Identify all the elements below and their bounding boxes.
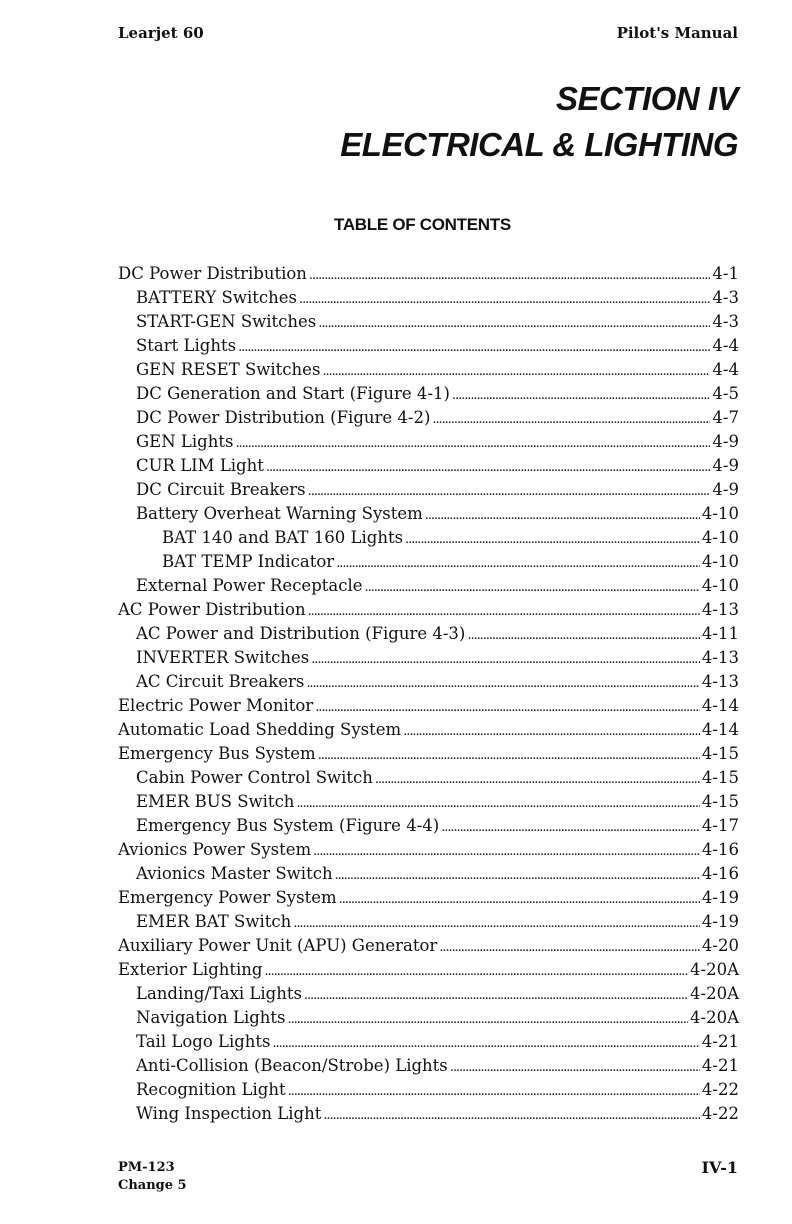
- toc-entry: [118, 1078, 739, 1102]
- toc-entry-title: INVERTER Switches: [136, 648, 310, 667]
- toc-dot-leader: [265, 958, 689, 984]
- toc-entry-page: 4-14: [701, 696, 739, 715]
- toc-entry-page: 4-7: [712, 408, 739, 427]
- toc-entry-title: DC Generation and Start (Figure 4-1): [136, 384, 450, 403]
- toc-dot-leader: [235, 430, 710, 456]
- toc-entry-title: AC Power and Distribution (Figure 4-3): [136, 624, 466, 643]
- toc-dot-leader: [439, 934, 700, 960]
- toc-entry-title: Avionics Master Switch: [136, 864, 333, 883]
- toc-entry: [118, 958, 739, 982]
- toc-entry-title: EMER BUS Switch: [136, 792, 295, 811]
- toc-dot-leader: [296, 790, 699, 816]
- footer-document-number: PM-123: [118, 1160, 175, 1175]
- toc-dot-leader: [335, 862, 700, 888]
- toc-entry-page: 4-9: [712, 432, 739, 451]
- toc-entry-title: CUR LIM Light: [136, 456, 264, 475]
- toc-dot-leader: [322, 358, 710, 384]
- toc-dot-leader: [238, 334, 710, 360]
- toc-entry-title: START-GEN Switches: [136, 312, 317, 331]
- toc-entry-page: 4-20: [701, 936, 739, 955]
- toc-dot-leader: [313, 838, 700, 864]
- toc-entry: [118, 790, 739, 814]
- toc-entry: [118, 358, 739, 382]
- table-of-contents: [118, 262, 739, 1126]
- toc-entry-page: 4-20A: [690, 984, 739, 1003]
- toc-dot-leader: [375, 766, 700, 792]
- toc-entry: [118, 646, 739, 670]
- toc-entry: [118, 310, 739, 334]
- toc-entry: [118, 334, 739, 358]
- toc-entry-page: 4-10: [701, 504, 739, 523]
- toc-entry-title: Emergency Bus System (Figure 4-4): [136, 816, 440, 835]
- toc-entry-page: 4-19: [701, 888, 739, 907]
- toc-dot-leader: [306, 670, 700, 696]
- toc-entry-page: 4-15: [701, 792, 739, 811]
- toc-entry-page: 4-10: [701, 552, 739, 571]
- toc-entry-page: 4-22: [701, 1080, 739, 1099]
- toc-entry: [118, 886, 739, 910]
- toc-dot-leader: [323, 1102, 700, 1128]
- toc-entry: [118, 574, 739, 598]
- toc-entry: [118, 526, 739, 550]
- toc-entry-title: Recognition Light: [136, 1080, 286, 1099]
- toc-entry-title: External Power Receptacle: [136, 576, 363, 595]
- section-name-title: ELECTRICAL & LIGHTING: [340, 126, 738, 163]
- toc-dot-leader: [432, 406, 710, 432]
- toc-dot-leader: [288, 1078, 700, 1104]
- toc-dot-leader: [441, 814, 700, 840]
- toc-entry-title: BAT TEMP Indicator: [162, 552, 335, 571]
- toc-entry: [118, 454, 739, 478]
- toc-entry-page: 4-13: [701, 648, 739, 667]
- toc-entry: [118, 982, 739, 1006]
- toc-entry: [118, 382, 739, 406]
- toc-entry-page: 4-15: [701, 768, 739, 787]
- toc-entry-title: Auxiliary Power Unit (APU) Generator: [118, 936, 438, 955]
- toc-entry-page: 4-16: [701, 840, 739, 859]
- toc-entry-page: 4-10: [701, 576, 739, 595]
- toc-dot-leader: [405, 526, 700, 552]
- toc-entry-page: 4-11: [701, 624, 739, 643]
- toc-entry-title: Wing Inspection Light: [136, 1104, 322, 1123]
- toc-dot-leader: [308, 598, 700, 624]
- toc-entry: [118, 1030, 739, 1054]
- footer-page-number: IV-1: [701, 1158, 738, 1177]
- toc-entry-title: Battery Overheat Warning System: [136, 504, 423, 523]
- toc-entry-title: Tail Logo Lights: [136, 1032, 271, 1051]
- toc-entry: [118, 550, 739, 574]
- toc-entry-page: 4-9: [712, 456, 739, 475]
- toc-entry: [118, 478, 739, 502]
- toc-entry-page: 4-20A: [690, 1008, 739, 1027]
- toc-entry-title: Anti-Collision (Beacon/Strobe) Lights: [136, 1056, 448, 1075]
- toc-entry-title: Avionics Power System: [118, 840, 312, 859]
- toc-entry: [118, 406, 739, 430]
- toc-entry-title: DC Circuit Breakers: [136, 480, 306, 499]
- toc-dot-leader: [315, 694, 700, 720]
- section-number-title: SECTION IV: [555, 80, 738, 117]
- toc-entry-title: EMER BAT Switch: [136, 912, 292, 931]
- toc-entry: [118, 430, 739, 454]
- toc-entry-page: 4-16: [701, 864, 739, 883]
- toc-entry-title: GEN RESET Switches: [136, 360, 321, 379]
- toc-entry-title: BAT 140 and BAT 160 Lights: [162, 528, 404, 547]
- toc-entry: [118, 262, 739, 286]
- toc-entry-page: 4-9: [712, 480, 739, 499]
- toc-entry: [118, 1102, 739, 1126]
- header-aircraft-model: Learjet 60: [118, 24, 204, 42]
- toc-entry-title: GEN Lights: [136, 432, 234, 451]
- toc-dot-leader: [311, 646, 700, 672]
- toc-dot-leader: [299, 286, 710, 312]
- toc-entry-title: Start Lights: [136, 336, 237, 355]
- toc-dot-leader: [318, 310, 710, 336]
- toc-dot-leader: [425, 502, 700, 528]
- toc-entry-title: Emergency Power System: [118, 888, 337, 907]
- toc-entry-title: AC Circuit Breakers: [136, 672, 305, 691]
- toc-dot-leader: [308, 478, 711, 504]
- toc-entry-title: AC Power Distribution: [118, 600, 306, 619]
- toc-entry-page: 4-5: [712, 384, 739, 403]
- toc-entry-page: 4-3: [712, 312, 739, 331]
- toc-entry-page: 4-13: [701, 600, 739, 619]
- toc-entry-page: 4-19: [701, 912, 739, 931]
- toc-dot-leader: [293, 910, 700, 936]
- toc-entry-title: BATTERY Switches: [136, 288, 297, 307]
- toc-entry-page: 4-13: [701, 672, 739, 691]
- toc-heading: TABLE OF CONTENTS: [334, 215, 511, 234]
- toc-entry: [118, 598, 739, 622]
- toc-dot-leader: [304, 982, 688, 1008]
- toc-entry-title: Cabin Power Control Switch: [136, 768, 373, 787]
- toc-entry: [118, 694, 739, 718]
- toc-dot-leader: [318, 742, 700, 768]
- toc-entry-page: 4-17: [701, 816, 739, 835]
- toc-entry-title: Electric Power Monitor: [118, 696, 314, 715]
- toc-entry: [118, 766, 739, 790]
- toc-entry: [118, 934, 739, 958]
- toc-entry-page: 4-15: [701, 744, 739, 763]
- toc-entry-title: DC Power Distribution (Figure 4-2): [136, 408, 431, 427]
- footer-change-number: Change 5: [118, 1178, 187, 1193]
- toc-dot-leader: [452, 382, 710, 408]
- toc-entry-page: 4-4: [712, 336, 739, 355]
- toc-entry-title: Exterior Lighting: [118, 960, 263, 979]
- toc-entry-title: Navigation Lights: [136, 1008, 286, 1027]
- toc-dot-leader: [309, 262, 711, 288]
- toc-dot-leader: [339, 886, 700, 912]
- toc-dot-leader: [266, 454, 711, 480]
- toc-entry: [118, 862, 739, 886]
- toc-dot-leader: [365, 574, 700, 600]
- toc-entry: [118, 814, 739, 838]
- toc-entry: [118, 742, 739, 766]
- toc-entry: [118, 1054, 739, 1078]
- toc-entry: [118, 1006, 739, 1030]
- toc-entry: [118, 502, 739, 526]
- toc-entry: [118, 622, 739, 646]
- header-manual-title: Pilot's Manual: [616, 24, 738, 42]
- toc-dot-leader: [467, 622, 700, 648]
- toc-entry-page: 4-20A: [690, 960, 739, 979]
- toc-entry: [118, 286, 739, 310]
- toc-entry-page: 4-3: [712, 288, 739, 307]
- toc-entry-title: DC Power Distribution: [118, 264, 307, 283]
- toc-entry-page: 4-21: [701, 1056, 739, 1075]
- toc-entry-page: 4-4: [712, 360, 739, 379]
- toc-entry-page: 4-10: [701, 528, 739, 547]
- toc-entry-page: 4-22: [701, 1104, 739, 1123]
- toc-entry-title: Landing/Taxi Lights: [136, 984, 302, 1003]
- toc-entry-title: Emergency Bus System: [118, 744, 316, 763]
- toc-entry-page: 4-1: [712, 264, 739, 283]
- toc-entry: [118, 838, 739, 862]
- toc-dot-leader: [273, 1030, 700, 1056]
- toc-entry-title: Automatic Load Shedding System: [118, 720, 402, 739]
- toc-entry-page: 4-21: [701, 1032, 739, 1051]
- toc-entry: [118, 718, 739, 742]
- toc-dot-leader: [403, 718, 700, 744]
- toc-dot-leader: [288, 1006, 689, 1032]
- toc-entry-page: 4-14: [701, 720, 739, 739]
- toc-dot-leader: [336, 550, 700, 576]
- toc-dot-leader: [450, 1054, 700, 1080]
- toc-entry: [118, 670, 739, 694]
- toc-entry: [118, 910, 739, 934]
